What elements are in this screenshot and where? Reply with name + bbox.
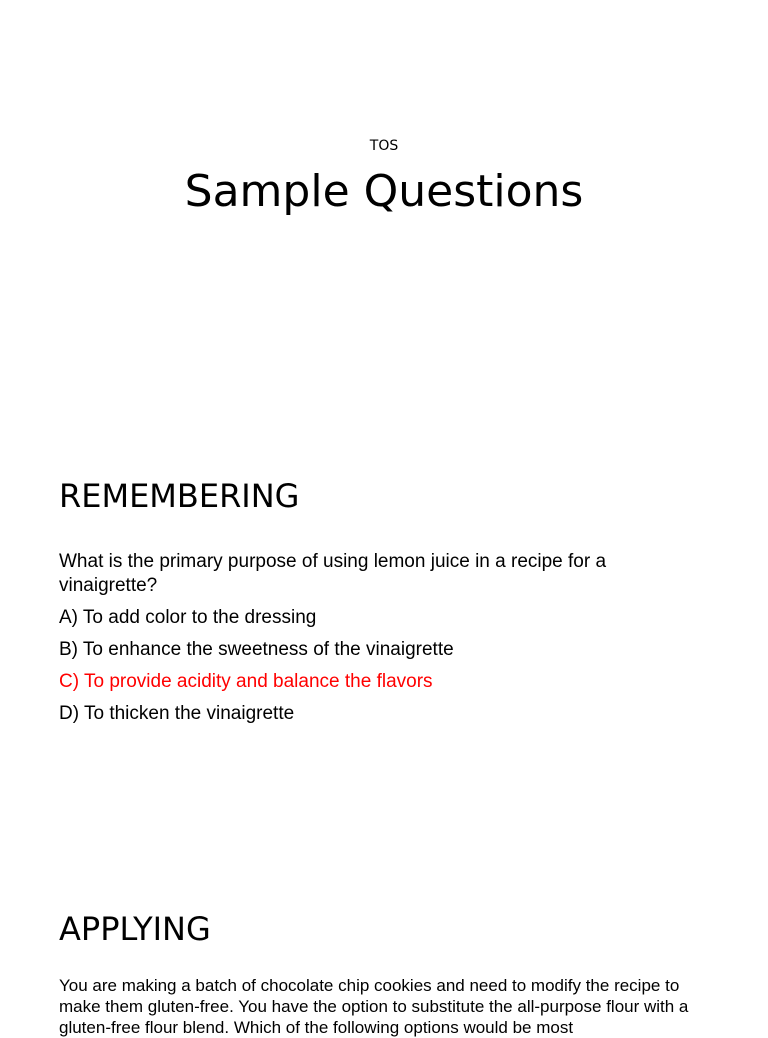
question-text-applying: You are making a batch of chocolate chip cookies and need to modify the recipe to make them gluten-free. You have the option to substitute the all-purpose flour with a gluten-free flour blend. Which of the following options would be most bbox=[59, 976, 689, 1037]
section-heading-remembering: REMEMBERING bbox=[59, 477, 300, 515]
section-heading-applying: APPLYING bbox=[59, 910, 211, 948]
question-applying bbox=[59, 975, 719, 1038]
slide-label: TOS bbox=[369, 138, 399, 154]
answer-option-a: A) To add color to the dressing bbox=[59, 607, 317, 628]
answer-option-c-correct: C) To provide acidity and balance the flavors bbox=[59, 671, 433, 692]
answer-option-d: D) To thicken the vinaigrette bbox=[59, 703, 295, 724]
answer-option-b: B) To enhance the sweetness of the vinaigrette bbox=[59, 639, 454, 660]
question-text: What is the primary purpose of using lemon juice in a recipe for a vinaigrette? bbox=[59, 551, 607, 596]
page-title: Sample Questions bbox=[184, 166, 584, 217]
answer-options bbox=[59, 602, 699, 730]
question-remembering bbox=[59, 550, 699, 730]
